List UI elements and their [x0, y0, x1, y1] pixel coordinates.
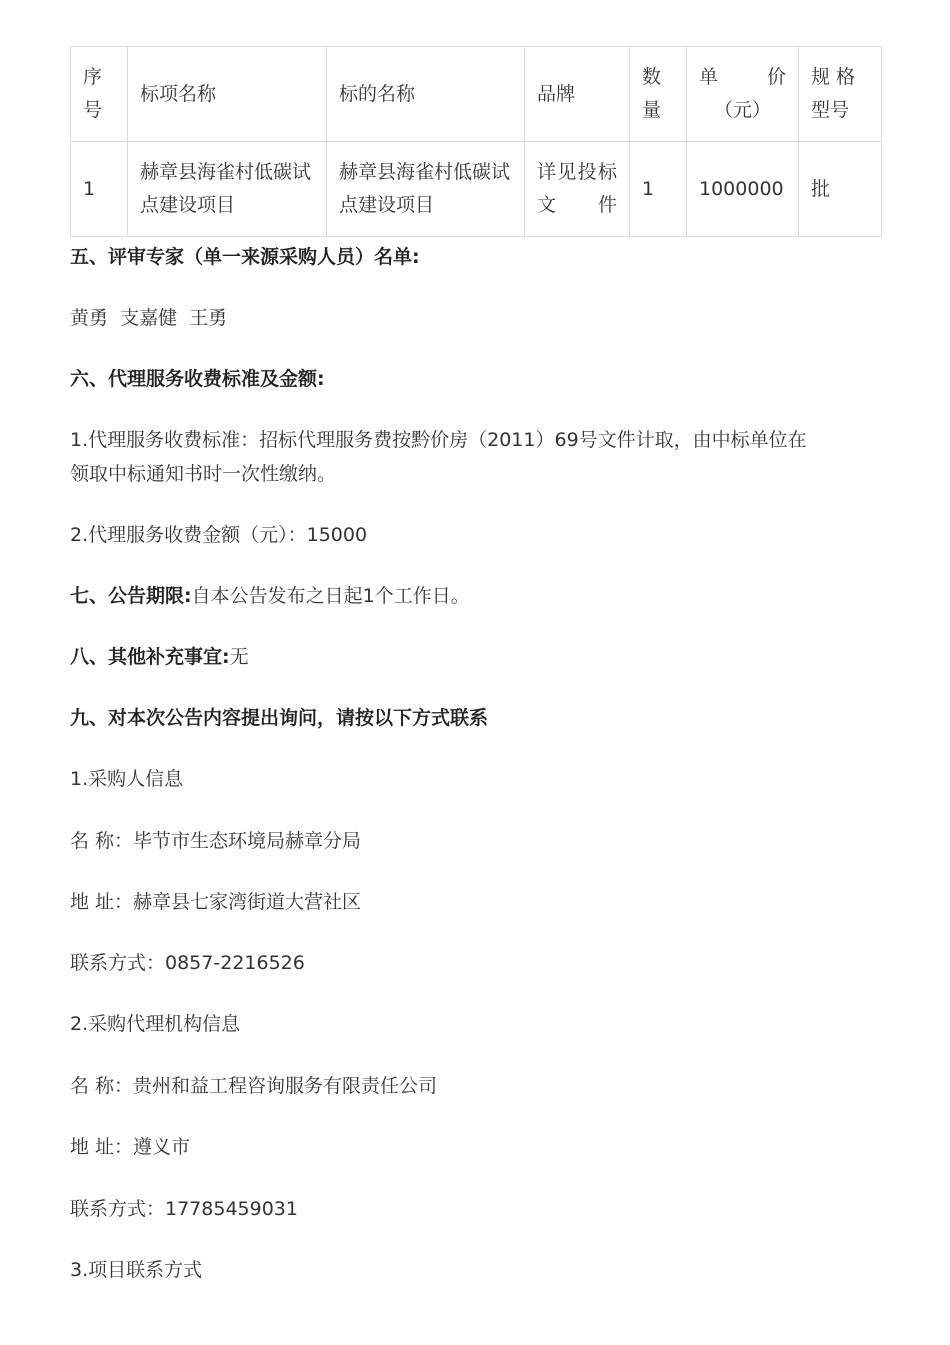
section7-title: 七、公告期限:: [70, 585, 192, 607]
cell-brand: 详见投标文件: [525, 142, 630, 237]
cell-index: 1: [71, 142, 128, 237]
cell-unit-price: 1000000: [687, 142, 799, 237]
agency-name: 名 称：贵州和益工程咨询服务有限责任公司: [70, 1075, 438, 1097]
section8-line: [70, 642, 249, 672]
table-row: [71, 142, 882, 237]
header-item-name: 标项名称: [128, 47, 327, 142]
header-spec-line2: 型号: [811, 99, 850, 121]
cell-spec: 批: [799, 142, 882, 237]
table-header-row: [71, 47, 882, 142]
expert-names: 黄勇 支嘉健 王勇: [70, 307, 228, 329]
section7-line: [70, 581, 470, 611]
document-page: [70, 46, 882, 1281]
section7-text: 自本公告发布之日起1个工作日。: [191, 585, 470, 607]
header-spec-line1: 规 格: [811, 66, 856, 88]
header-unit-price-line2: （元）: [713, 99, 771, 121]
purchaser-name: 名 称：毕节市生态环境局赫章分局: [70, 830, 362, 852]
header-index-line2: 号: [83, 99, 103, 121]
fee-amount: 2.代理服务收费金额（元）：15000: [70, 524, 368, 546]
agency-contact: 联系方式：17785459031: [70, 1198, 298, 1220]
header-unit-price: [687, 47, 799, 142]
header-subject-name: 标的名称: [327, 47, 525, 142]
header-index: [71, 47, 128, 142]
section9-title: 九、对本次公告内容提出询问，请按以下方式联系: [70, 707, 489, 729]
agency-heading: 2.采购代理机构信息: [70, 1013, 241, 1035]
section8-title: 八、其他补充事宜:: [70, 646, 230, 668]
header-spec: [799, 47, 882, 142]
cell-subject-name: 赫章县海雀村低碳试点建设项目: [327, 142, 525, 237]
header-quantity-line1: 数: [642, 66, 662, 88]
header-quantity-line2: 量: [642, 99, 662, 121]
items-table: [70, 46, 882, 237]
section8-text: 无: [229, 646, 249, 668]
header-index-line1: 序: [83, 66, 103, 88]
section6-title: 六、代理服务收费标准及金额:: [70, 368, 325, 390]
purchaser-heading: 1.采购人信息: [70, 768, 184, 790]
purchaser-contact: 联系方式：0857-2216526: [70, 952, 305, 974]
fee-standard-line1: 1.代理服务收费标准：招标代理服务费按黔价房（2011）69号文件计取，由中标单位在: [70, 429, 807, 451]
cell-quantity: 1: [630, 142, 687, 237]
section5-title: 五、评审专家（单一来源采购人员）名单:: [70, 246, 420, 268]
header-brand: 品牌: [525, 47, 630, 142]
purchaser-address: 地 址：赫章县七家湾街道大营社区: [70, 891, 362, 913]
header-quantity: [630, 47, 687, 142]
cell-item-name: 赫章县海雀村低碳试点建设项目: [128, 142, 327, 237]
project-contact-heading: 3.项目联系方式: [70, 1259, 203, 1281]
agency-address: 地 址：遵义市: [70, 1136, 191, 1158]
fee-standard-line2: 领取中标通知书时一次性缴纳。: [70, 463, 337, 485]
header-unit-price-line1: 单 价: [699, 66, 786, 88]
